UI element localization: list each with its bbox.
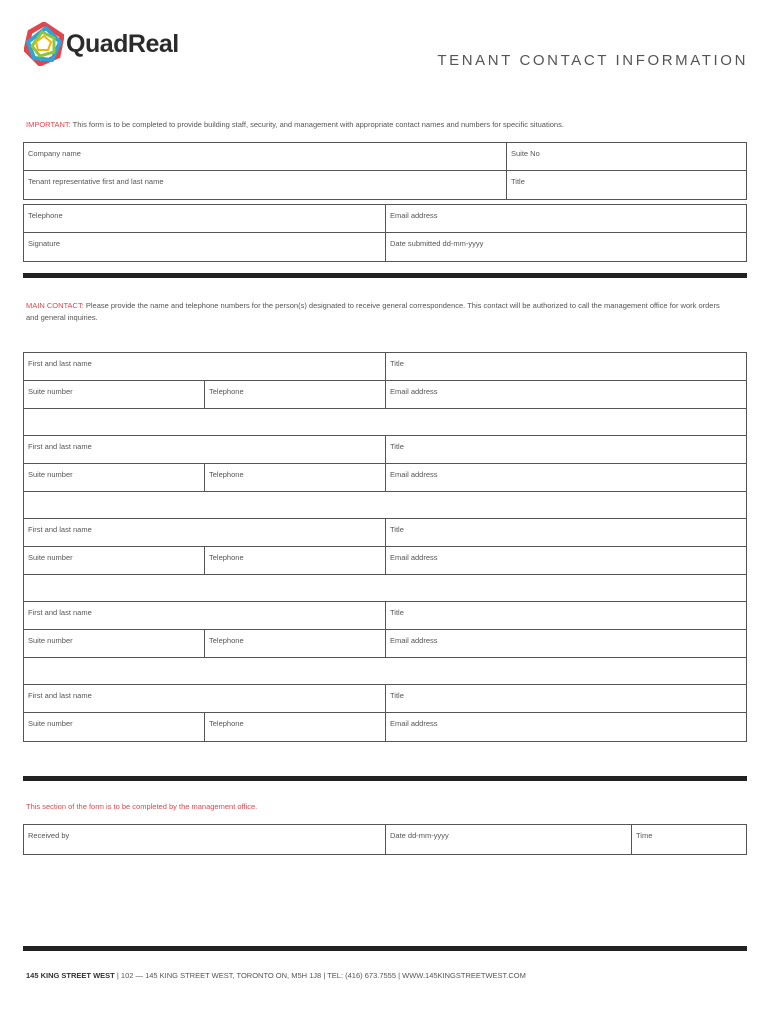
contact-title-field[interactable]: Title xyxy=(390,525,404,534)
contact-email-field[interactable]: Email address xyxy=(390,470,438,479)
telephone-field[interactable]: Telephone xyxy=(24,205,386,232)
contact-title-field[interactable]: Title xyxy=(390,608,404,617)
contact-row-details xyxy=(24,630,746,658)
contact-email-field[interactable]: Email address xyxy=(390,636,438,645)
contact-telephone-field[interactable]: Telephone xyxy=(205,630,386,657)
contact-spacer xyxy=(24,658,746,685)
contact-suite-field[interactable]: Suite number xyxy=(24,381,205,408)
received-by-field[interactable]: Received by xyxy=(24,825,386,854)
office-time-field[interactable]: Time xyxy=(636,831,653,840)
contact-suite-field[interactable]: Suite number xyxy=(24,713,205,741)
contact-name-field[interactable]: First and last name xyxy=(24,436,386,463)
section-divider xyxy=(23,273,747,278)
contact-spacer xyxy=(24,492,746,519)
office-table xyxy=(23,824,747,855)
footer-address-details: | 102 — 145 KING STREET WEST, TORONTO ON, M5H 1J8 | TEL: (416) 673.7555 | WWW.145KINGSTREETWEST.COM xyxy=(114,971,526,980)
contact-name-field[interactable]: First and last name xyxy=(24,685,386,712)
contact-name-field[interactable]: First and last name xyxy=(24,353,386,380)
date-submitted-field[interactable]: Date submitted dd-mm-yyyy xyxy=(390,239,484,248)
signature-field[interactable]: Signature xyxy=(24,233,386,261)
contacts-table xyxy=(23,352,747,742)
contact-row-details xyxy=(24,464,746,492)
contact-row-name xyxy=(24,602,746,630)
contact-title-field[interactable]: Title xyxy=(390,691,404,700)
contact-row-name xyxy=(24,685,746,713)
suite-no-field[interactable]: Suite No xyxy=(511,149,540,158)
quadreal-logo-icon xyxy=(24,22,64,66)
main-contact-note xyxy=(26,300,726,324)
important-text: This form is to be completed to provide building staff, security, and management with appropriate contact names and numbers for specific situations. xyxy=(70,120,564,129)
contact-email-field[interactable]: Email address xyxy=(390,553,438,562)
contact-spacer xyxy=(24,575,746,602)
office-note: This section of the form is to be completed by the management office. xyxy=(26,802,258,811)
important-note xyxy=(26,119,746,131)
contact-row-name xyxy=(24,436,746,464)
contact-suite-field[interactable]: Suite number xyxy=(24,464,205,491)
important-label: IMPORTANT: xyxy=(26,120,71,129)
contact-telephone-field[interactable]: Telephone xyxy=(205,381,386,408)
contact-telephone-field[interactable]: Telephone xyxy=(205,547,386,574)
contact-email-field[interactable]: Email address xyxy=(390,719,438,728)
contact-row-details xyxy=(24,547,746,575)
logo-wordmark: QuadReal xyxy=(66,30,179,58)
contact-telephone-field[interactable]: Telephone xyxy=(205,713,386,741)
contact-row-details xyxy=(24,381,746,409)
contact-row-details xyxy=(24,713,746,741)
section-divider xyxy=(23,776,747,781)
contact-row-name xyxy=(24,519,746,547)
contact-title-field[interactable]: Title xyxy=(390,359,404,368)
contact-name-field[interactable]: First and last name xyxy=(24,602,386,629)
contact-spacer xyxy=(24,409,746,436)
footer-building-name: 145 KING STREET WEST xyxy=(26,971,115,980)
footer-divider xyxy=(23,946,747,951)
contact-row-name xyxy=(24,353,746,381)
contact-email-field[interactable]: Email address xyxy=(390,387,438,396)
page-title: TENANT CONTACT INFORMATION xyxy=(437,52,748,69)
quadreal-logo xyxy=(24,22,184,68)
company-name-field[interactable]: Company name xyxy=(24,143,507,170)
footer-address xyxy=(26,971,526,980)
contact-suite-field[interactable]: Suite number xyxy=(24,630,205,657)
office-date-field[interactable]: Date dd-mm-yyyy xyxy=(386,825,632,854)
tenant-rep-title-field[interactable]: Title xyxy=(511,177,525,186)
contact-suite-field[interactable]: Suite number xyxy=(24,547,205,574)
main-contact-text: Please provide the name and telephone numbers for the person(s) designated to receive general correspondence. This contact will be authorized to call the management office for work orders and general inquiries. xyxy=(26,301,720,322)
tenant-info-table xyxy=(23,142,747,200)
contact-telephone-field[interactable]: Telephone xyxy=(205,464,386,491)
signature-table xyxy=(23,204,747,262)
contact-name-field[interactable]: First and last name xyxy=(24,519,386,546)
contact-title-field[interactable]: Title xyxy=(390,442,404,451)
tenant-rep-name-field[interactable]: Tenant representative first and last name xyxy=(24,171,507,199)
email-field[interactable]: Email address xyxy=(390,211,438,220)
main-contact-label: MAIN CONTACT: xyxy=(26,301,84,310)
